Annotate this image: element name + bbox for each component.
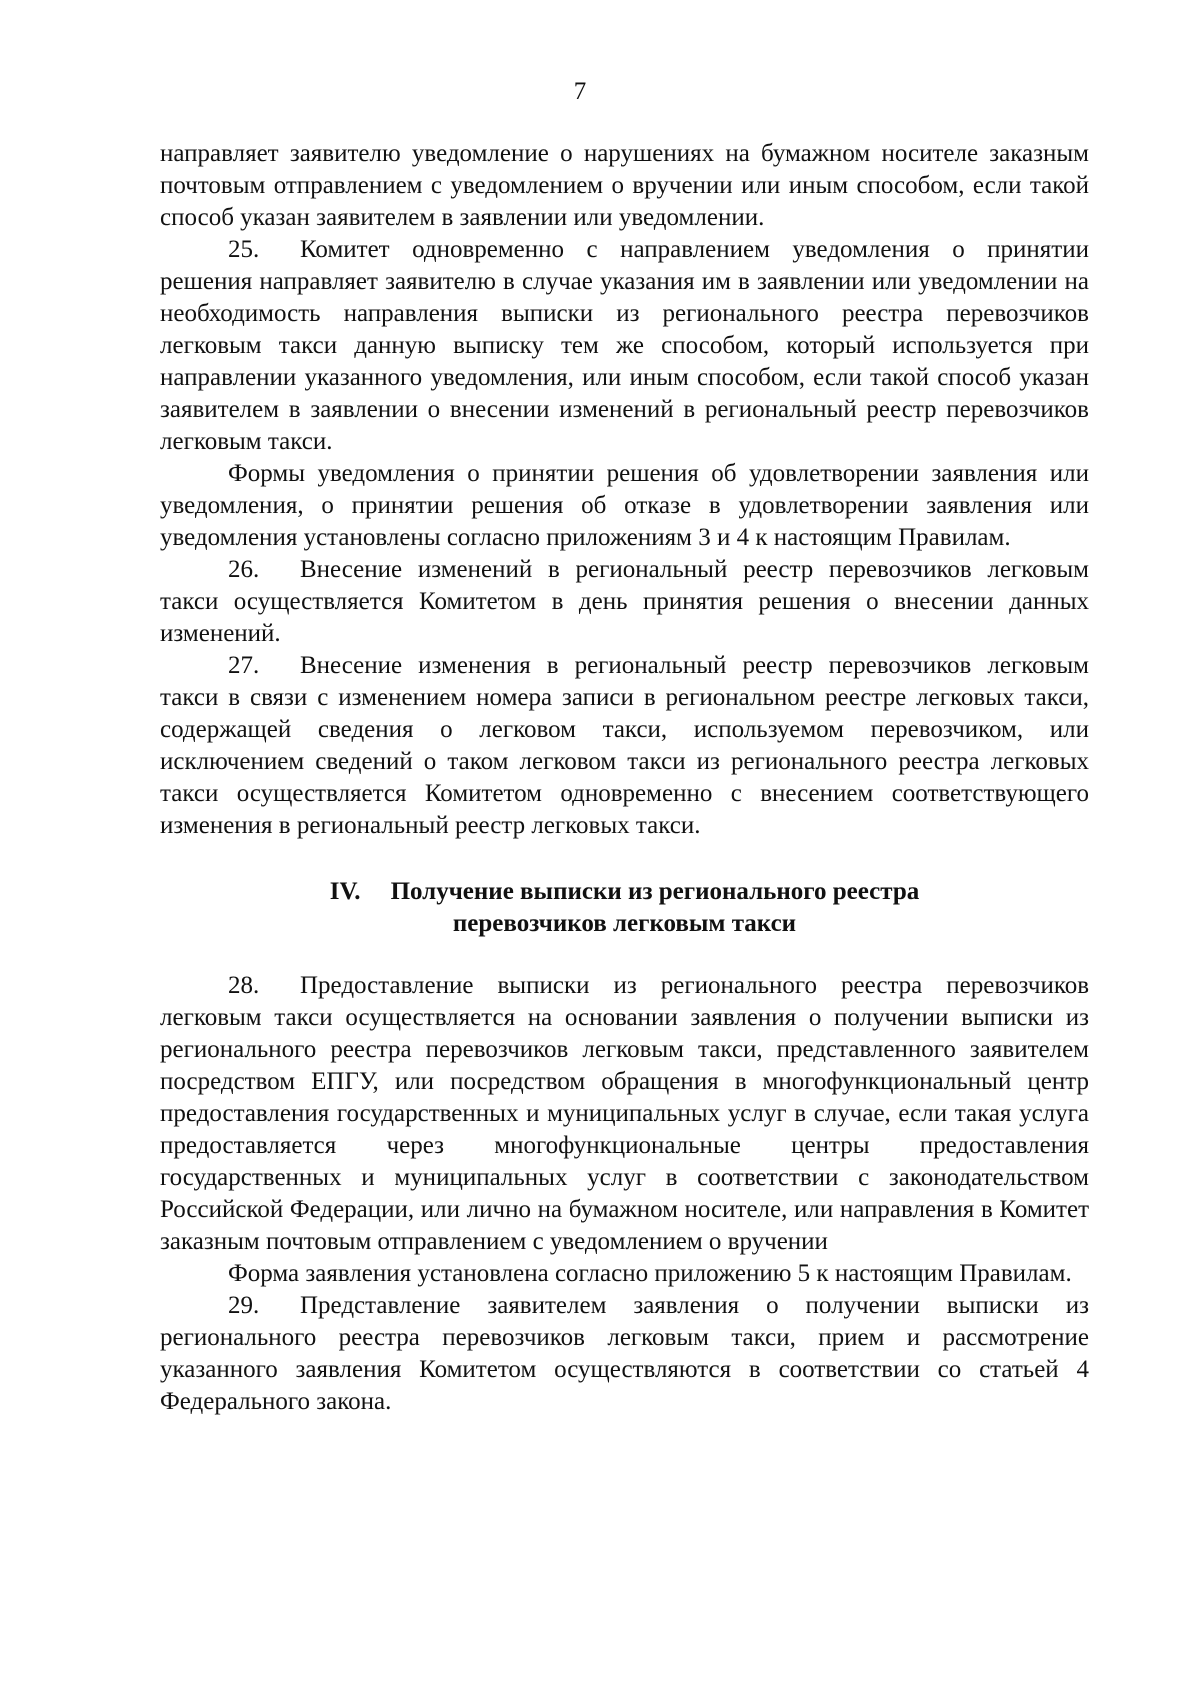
paragraph-29-number: 29. <box>228 1292 260 1319</box>
paragraph-27-text: Внесение изменения в региональный реестр перевозчиков легковым такси в связи с изменением номера записи в региональном реестре легковых такси, содержащей сведения о легковом такси, используемом перевозчиком, или исключением сведений о таком легковом такси из регионального реестра легковых такси осуществляется Комитетом одновременно с внесением соответствующего изменения в региональный реестр легковых такси. <box>160 652 1089 839</box>
paragraph-27 <box>160 650 1089 842</box>
paragraph-28-number: 28. <box>228 972 260 999</box>
paragraph-25-number: 25. <box>228 236 260 263</box>
forms-paragraph: Формы уведомления о принятии решения об удовлетворении заявления или уведомления, о принятии решения об отказе в удовлетворении заявления или уведомления установлены согласно приложениям 3 и 4 к настоящим Правилам. <box>160 460 1089 551</box>
paragraph-25 <box>160 234 1089 458</box>
document-body <box>160 138 1089 1418</box>
form-paragraph: Форма заявления установлена согласно приложению 5 к настоящим Правилам. <box>228 1260 1072 1287</box>
section-heading <box>160 876 1089 940</box>
paragraph-26 <box>160 554 1089 650</box>
paragraph-25-text: Комитет одновременно с направлением уведомления о принятии решения направляет заявителю в случае указания им в заявлении или уведомлении на необходимость направления выписки из регионального реестра перевозчиков легковым такси данную выписку тем же способом, который используется при направлении указанного уведомления, или иным способом, если такой способ указан заявителем в заявлении о внесении изменений в региональный реестр перевозчиков легковым такси. <box>160 236 1089 455</box>
paragraph-28 <box>160 970 1089 1258</box>
section-roman-numeral: IV. <box>329 878 361 905</box>
paragraph-27-number: 27. <box>228 652 260 679</box>
paragraph-26-number: 26. <box>228 556 260 583</box>
paragraph-29-text: Представление заявителем заявления о получении выписки из регионального реестра перевозчиков легковым такси, прием и рассмотрение указанного заявления Комитетом осуществляются в соответствии со статьей 4 Федерального закона. <box>160 1292 1089 1415</box>
section-title-line-1: Получение выписки из регионального реестра <box>390 878 920 905</box>
paragraph-29 <box>160 1290 1089 1418</box>
intro-paragraph: направляет заявителю уведомление о нарушениях на бумажном носителе заказным почтовым отправлением с уведомлением о вручении или иным способом, если такой способ указан заявителем в заявлении или уведомлении. <box>160 140 1089 231</box>
section-title-line-2: перевозчиков легковым такси <box>452 910 797 937</box>
section-heading-line-1 <box>160 876 1089 908</box>
paragraph-28-text: Предоставление выписки из регионального реестра перевозчиков легковым такси осуществляется на основании заявления о получении выписки из регионального реестра перевозчиков легковым такси, представленного заявителем посредством ЕПГУ, или посредством обращения в многофункциональный центр предоставления государственных и муниципальных услуг в случае, если такая услуга предоставляется через многофункциональные центры предоставления государственных и муниципальных услуг в соответствии с законодательством Российской Федерации, или лично на бумажном носителе, или направления в Комитет заказным почтовым отправлением с уведомлением о вручении <box>160 972 1089 1255</box>
page-number: 7 <box>573 78 587 105</box>
paragraph-26-text: Внесение изменений в региональный реестр перевозчиков легковым такси осуществляется Комитетом в день принятия решения о внесении данных изменений. <box>160 556 1089 647</box>
